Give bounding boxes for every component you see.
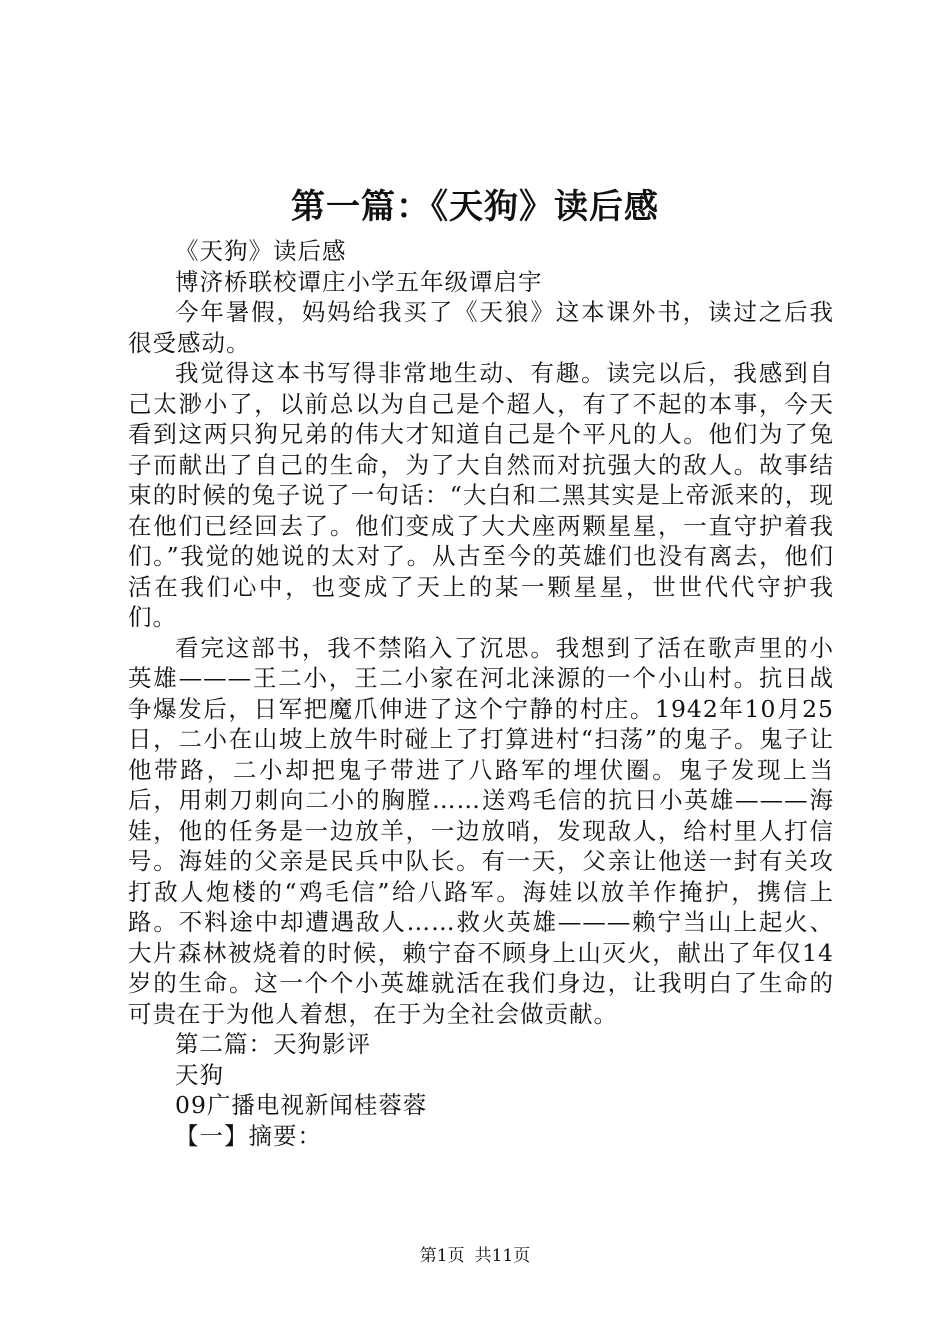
document-title: 第一篇：《天狗》读后感 [291, 187, 659, 227]
paragraph-second-author: 09广播电视新闻桂蓉蓉 [175, 1091, 428, 1119]
paragraph-heading-tiangou: 天狗 [175, 1060, 224, 1089]
paragraph-author: 博济桥联校谭庄小学五年级谭启宇 [175, 267, 543, 296]
page-total: 共11页 [474, 1246, 531, 1266]
paragraph-subtitle: 《天狗》读后感 [175, 237, 347, 265]
page-footer [0, 1244, 950, 1268]
paragraph-heroes: 看完这部书，我不禁陷入了沉思。我想到了活在歌声里的小英雄———王二小，王二小家在河北涞源的一个小山村。抗日战争爆发后，日军把魔爪伸进了这个宁静的村庄。1942年10月25日，二小在山坡上放牛时碰上了打算进村“扫荡”的鬼子。鬼子让他带路，二小却把鬼子带进了八路军的埋伏圈。鬼子发现上当后，用刺刀刺向二小的胸膛……送鸡毛信的抗日小英雄———海娃，他的任务是一边放羊，一边放哨，发现敌人，给村里人打信号。海娃的父亲是民兵中队长。有一天，父亲让他送一封有关攻打敌人炮楼的“鸡毛信”给八路军。海娃以放羊作掩护，携信上路。不料途中却遭遇敌人……救火英雄———赖宁当山上起火、大片森林被烧着的时候，赖宁奋不顾身上山灭火，献出了年仅14岁的生命。这一个个小英雄就活在我们身边，让我明白了生命的可贵在于为他人着想，在于为全社会做贡献。 [128, 633, 834, 1028]
paragraph-abstract-heading: 【一】摘要： [175, 1121, 322, 1150]
paragraph-second-title: 第二篇：天狗影评 [175, 1030, 371, 1058]
paragraph-intro: 今年暑假，妈妈给我买了《天狼》这本课外书，读过之后我很受感动。 [128, 298, 834, 357]
paragraph-impression: 我觉得这本书写得非常地生动、有趣。读完以后，我感到自己太渺小了，以前总以为自己是个超人，有了不起的本事，今天看到这两只狗兄弟的伟大才知道自己是个平凡的人。他们为了兔子而献出了自己的生命，为了大自然而对抗强大的敌人。故事结束的时候的兔子说了一句话：“大白和二黑其实是上帝派来的，现在他们已经回去了。他们变成了大犬座两颗星星，一直守护着我们。”我觉的她说的太对了。从古至今的英雄们也没有离去，他们活在我们心中，也变成了天上的某一颗星星，世世代代守护我们。 [128, 359, 834, 631]
document-body [128, 236, 834, 1151]
page-number: 第1页 [419, 1246, 465, 1266]
